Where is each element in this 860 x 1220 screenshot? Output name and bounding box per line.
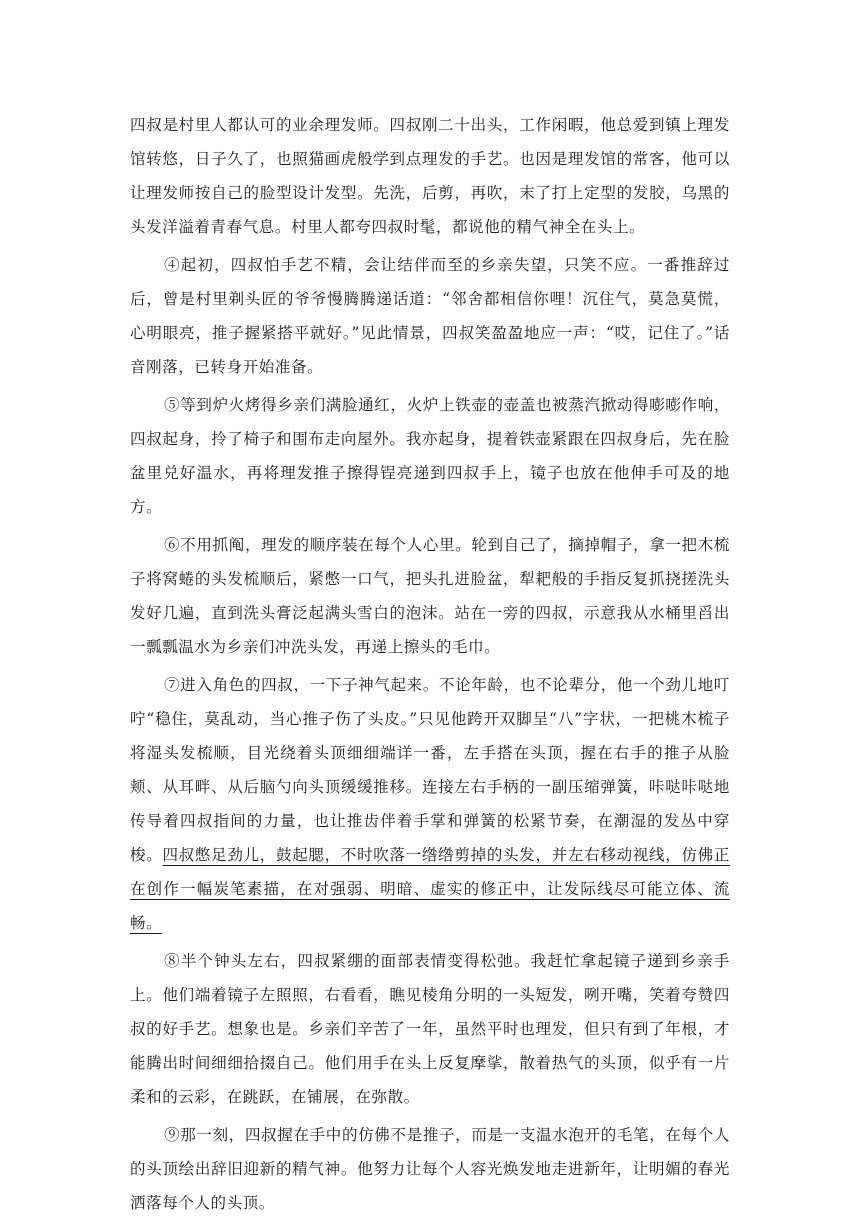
- paragraph-4: ④起初，四叔怕手艺不精，会让结伴而至的乡亲失望，只笑不应。一番推辞过后，曾是村里剃头匠的爷爷慢腾腾递话道：“邻舍都相信你哩！沉住气，莫急莫慌，心明眼亮，推子握紧搭平就好。”见此情景，四叔笑盈盈地应一声：“哎，记住了。”话音刚落，已转身开始准备。: [130, 256, 730, 376]
- paragraph-9: ⑨那一刻，四叔握在手中的仿佛不是推子，而是一支温水泡开的毛笔，在每个人的头顶绘出辞旧迎新的精气神。他努力让每个人容光焕发地走进新年，让明媚的春光洒落每个人的头顶。: [130, 1126, 730, 1212]
- paragraph-8: ⑧半个钟头左右，四叔紧绷的面部表情变得松弛。我赶忙拿起镜子递到乡亲手上。他们端着镜子左照照，右看看，瞧见棱角分明的一头短发，咧开嘴，笑着夸赞四叔的好手艺。想象也是。乡亲们辛苦了一年，虽然平时也理发，但只有到了年根，才能腾出时间细细拾掇自己。他们用手在头上反复摩挲，散着热气的头顶，似乎有一片柔和的云彩，在跳跃，在铺展，在弥散。: [130, 952, 730, 1106]
- paragraph-7-underlined-sentence: 四叔憋足劲儿，鼓起腮，不时吹落一绺绺剪掉的头发，并左右移动视线，仿佛正在创作一幅炭笔素描，在对强弱、明暗、虚实的修正中，让发际线尽可能立体、流畅。: [130, 846, 730, 932]
- paragraph-7: [130, 668, 730, 940]
- paragraph-uncle-barber-intro: 四叔是村里人都认可的业余理发师。四叔刚二十出头，工作闲暇，他总爱到镇上理发馆转悠，日子久了，也照猫画虎般学到点理发的手艺。也因是理发馆的常客，他可以让理发师按自己的脸型设计发型。先洗，后剪，再吹，末了打上定型的发胶，乌黑的头发洋溢着青春气息。村里人都夸四叔时髦，都说他的精气神全在头上。: [130, 116, 730, 236]
- paragraph-7-text: ⑦进入角色的四叔，一下子神气起来。不论年龄，也不论辈分，他一个劲儿地叮咛“稳住，莫乱动，当心推子伤了头皮。”只见他跨开双脚呈“八”字状，一把桃木梳子将湿头发梳顺，目光绕着头顶细细端详一番，左手搭在头顶，握在右手的推子从脸颊、从耳畔、从后脑勺向头顶缓缓推移。连接左右手柄的一副压缩弹簧，咔哒咔哒地传导着四叔指间的力量，也让推齿伴着手掌和弹簧的松紧节奏，在潮湿的发丛中穿梭。: [130, 676, 730, 864]
- paragraph-5: ⑤等到炉火烤得乡亲们满脸通红，火炉上铁壶的壶盖也被蒸汽掀动得嘭嘭作响，四叔起身，拎了椅子和围布走向屋外。我亦起身，提着铁壶紧跟在四叔身后，先在脸盆里兑好温水，再将理发推子擦得锃亮递到四叔手上，镜子也放在他伸手可及的地方。: [130, 396, 730, 516]
- paragraph-6: ⑥不用抓阄，理发的顺序装在每个人心里。轮到自己了，摘掉帽子，拿一把木梳子将窝蜷的头发梳顺后，紧憋一口气，把头扎进脸盆，犁耙般的手指反复抓挠搓洗头发好几遍，直到洗头膏泛起满头雪白的泡沫。站在一旁的四叔，示意我从水桶里舀出一瓢瓢温水为乡亲们冲洗头发，再递上擦头的毛巾。: [130, 536, 730, 656]
